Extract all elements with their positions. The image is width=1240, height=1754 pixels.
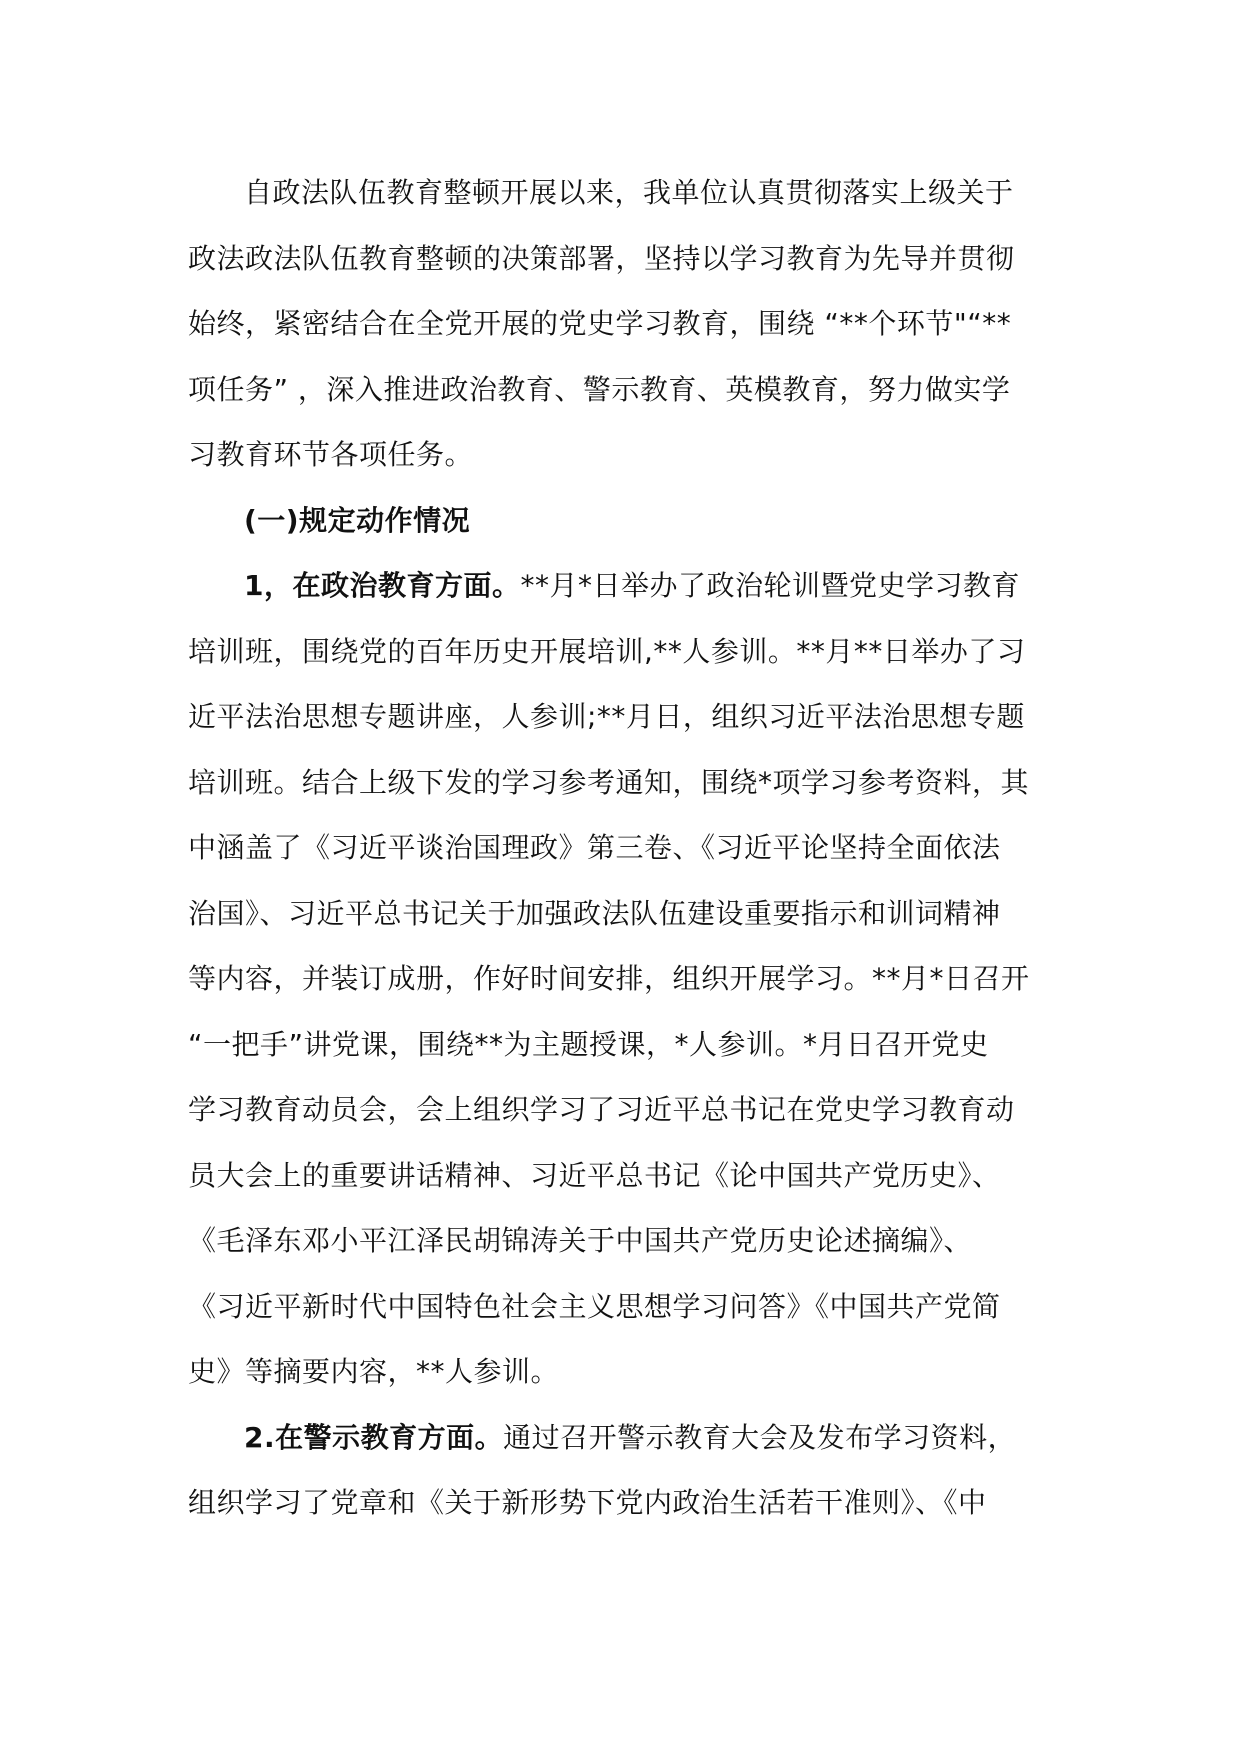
- paragraph-3-bold-lead: 2.在警示教育方面。: [244, 1420, 504, 1454]
- paragraph-2-line-1: [188, 553, 1058, 619]
- paragraph-1-line-4: 项任务” ，深入推进政治教育、警示教育、英模教育，努力做实学: [188, 372, 1011, 406]
- paragraph-2-bold-lead: 1，在政治教育方面。: [244, 569, 521, 602]
- paragraph-1-line-1: 自政法队伍教育整顿开展以来，我单位认真贯彻落实上级关于: [244, 176, 1014, 209]
- paragraph-2-line-5: 中涵盖了《习近平谈治国理政》第三卷、《习近平论坚持全面依法: [188, 831, 1001, 864]
- paragraph-2-line-7: 等内容，并装订成册，作好时间安排，组织开展学习。**月*日召开: [188, 962, 1030, 995]
- document-body: [188, 160, 1058, 1536]
- paragraph-3-line-1-text: 通过召开警示教育大会及发布学习资料，: [503, 1420, 1017, 1454]
- paragraph-1-line-3: 始终，紧密结合在全党开展的党史学习教育，围绕 “**个环节"“**: [188, 307, 1012, 340]
- paragraph-1-line-2: 政法政法队伍教育整顿的决策部署，坚持以学习教育为先导并贯彻: [188, 241, 1015, 275]
- paragraph-2-line-9: 学习教育动员会，会上组织学习了习近平总书记在党史学习教育动: [188, 1093, 1015, 1126]
- paragraph-2-line-1-text: **月*日举办了政治轮训暨党史学习教育: [520, 569, 1020, 602]
- paragraph-2-line-11: 《毛泽东邓小平江泽民胡锦涛关于中国共产党历史论述摘编》、: [188, 1224, 973, 1257]
- paragraph-2-line-12: 《习近平新时代中国特色社会主义思想学习问答》《中国共产党简: [188, 1289, 1001, 1323]
- paragraph-2-line-10: 员大会上的重要讲话精神、习近平总书记《论中国共产党历史》、: [188, 1158, 1001, 1192]
- paragraph-2-line-4: 培训班。结合上级下发的学习参考通知，围绕*项学习参考资料，其: [188, 765, 1030, 799]
- paragraph-3-line-2: 组织学习了党章和《关于新形势下党内政治生活若干准则》、《中: [188, 1486, 987, 1519]
- paragraph-2-line-2: 培训班，围绕党的百年历史开展培训,**人参训。**月**日举办了习: [188, 634, 1026, 668]
- paragraph-3-line-1: [188, 1405, 1058, 1471]
- paragraph-1-line-5: 习教育环节各项任务。: [188, 438, 474, 471]
- paragraph-2-line-13: 史》等摘要内容，**人参训。: [188, 1355, 560, 1388]
- paragraph-2-line-3: 近平法治思想专题讲座，人参训;**月日，组织习近平法治思想专题: [188, 700, 1025, 733]
- section-heading: (一)规定动作情况: [244, 503, 471, 537]
- paragraph-2-line-8: “一把手”讲党课，围绕**为主题授课，*人参训。*月日召开党史: [188, 1027, 989, 1061]
- paragraph-2-line-6: 治国》、习近平总书记关于加强政法队伍建设重要指示和训词精神: [188, 896, 1001, 930]
